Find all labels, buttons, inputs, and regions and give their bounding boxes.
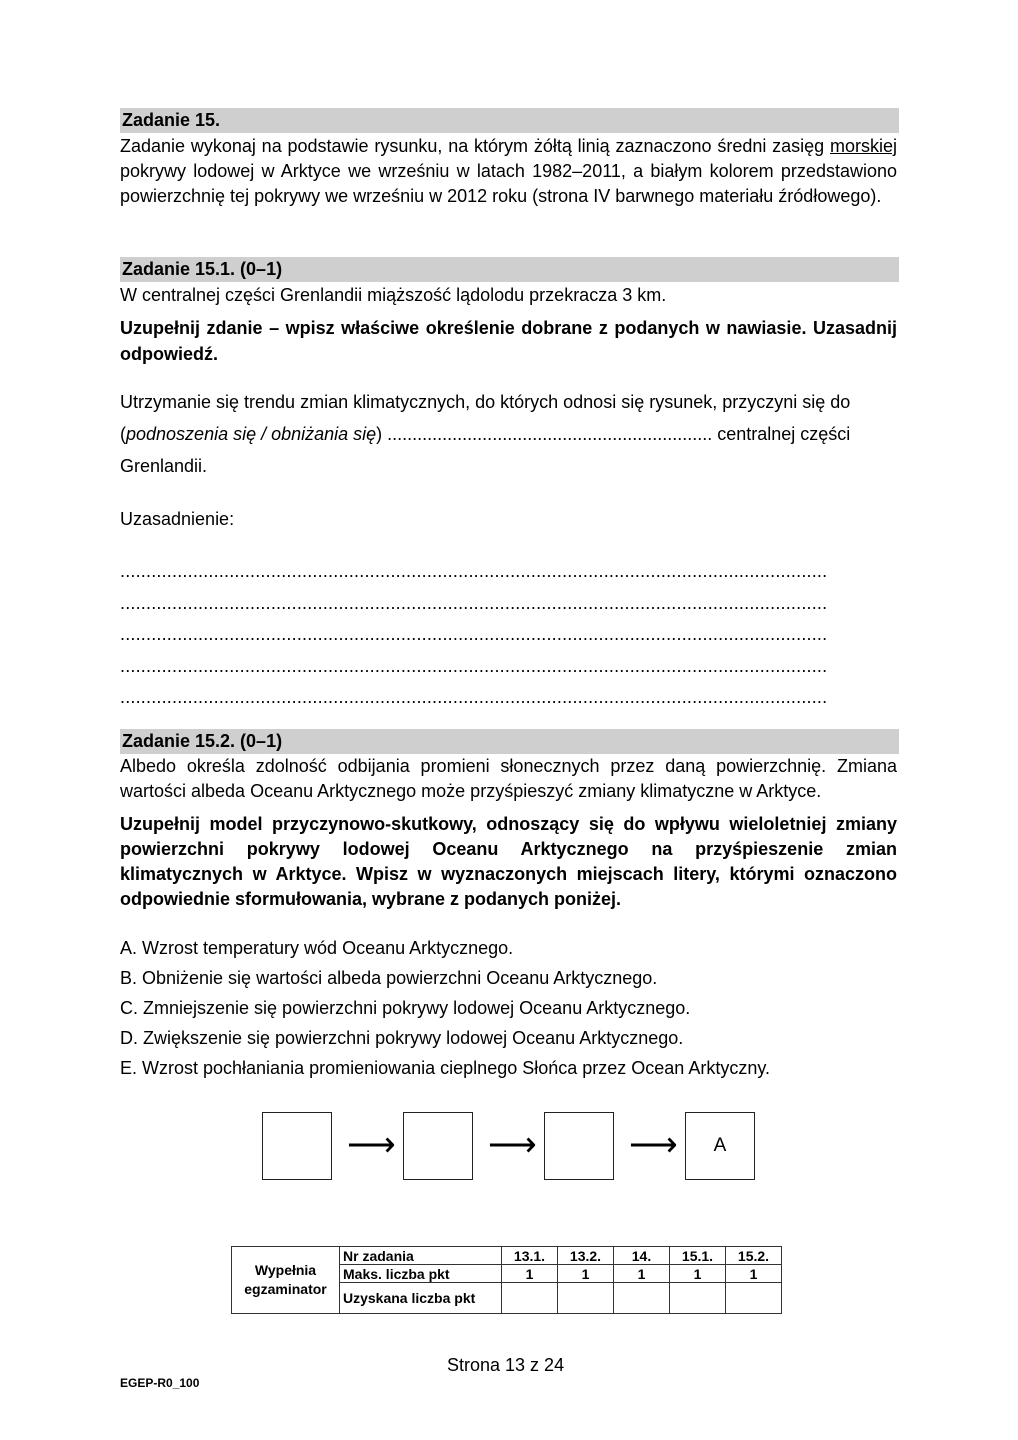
answer-box-given: A xyxy=(685,1112,755,1180)
examiner-label: Wypełnia egzaminator xyxy=(232,1247,340,1314)
justification-label: Uzasadnienie: xyxy=(120,509,235,529)
row-label-max-points: Maks. liczba pkt xyxy=(340,1265,502,1283)
task-15-2-fact: Albedo określa zdolność odbijania promieni słonecznych przez daną powierzchnię. Zmiana wartości albeda Oceanu Arktycznego może przyśpieszyć zmiany klimatyczne w Arktyce. xyxy=(120,756,897,801)
obtained-points-cell[interactable] xyxy=(670,1283,726,1314)
intro-text-2: pokrywy lodowej w Arktyce we wrześniu w latach 1982–2011, a białym kolorem przedstawiono powierzchnię tej pokrywy we wrześniu w 2012 roku (strona IV barwnego materiału źródłowego). xyxy=(120,161,897,206)
sentence-options: podnoszenia się / obniżania się xyxy=(126,424,377,444)
option-a: A. Wzrost temperatury wód Oceanu Arktycznego. xyxy=(120,938,514,958)
answer-box-1[interactable] xyxy=(262,1112,332,1180)
obtained-points-cell[interactable] xyxy=(558,1283,614,1314)
sentence-line-3: Grenlandii. xyxy=(120,456,208,476)
intro-text-1: Zadanie wykonaj na podstawie rysunku, na którym żółtą linią zaznaczono średni zasięg xyxy=(120,136,830,156)
task-15-intro xyxy=(120,134,897,209)
task-15-1-header: Zadanie 15.1. (0–1) xyxy=(120,257,899,282)
open-paren: ( xyxy=(120,424,126,444)
sentence-line-2 xyxy=(120,422,897,447)
answer-line[interactable]: ........................................................................................................................................ xyxy=(120,593,828,613)
task-15-2-instruction: Uzupełnij model przyczynowo-skutkowy, odnoszący się do wpływu wieloletniej zmiany powierzchni pokrywy lodowej Oceanu Arktycznego na przyśpieszenie zmian klimatycznych w Arktyce. Wpisz w wyznaczonych miejscach litery, którymi oznaczono odpowiednie sformułowania, wybrane z podanych poniżej. xyxy=(120,814,897,909)
score-table xyxy=(231,1246,782,1314)
task-15-header: Zadanie 15. xyxy=(120,108,899,133)
option-c: C. Zmniejszenie się powierzchni pokrywy lodowej Oceanu Arktycznego. xyxy=(120,998,691,1018)
answer-line[interactable]: ........................................................................................................................................ xyxy=(120,624,828,644)
max-points-cell: 1 xyxy=(670,1265,726,1283)
option-b: B. Obniżenie się wartości albeda powierzchni Oceanu Arktycznego. xyxy=(120,968,658,988)
task-number-cell: 15.2. xyxy=(726,1247,782,1265)
row-label-obtained-points: Uzyskana liczba pkt xyxy=(340,1283,502,1314)
task-number-cell: 13.2. xyxy=(558,1247,614,1265)
answer-box-2[interactable] xyxy=(403,1112,473,1180)
option-d: D. Zwiększenie się powierzchni pokrywy lodowej Oceanu Arktycznego. xyxy=(120,1028,684,1048)
sentence-line-1: Utrzymanie się trendu zmian klimatycznych, do których odnosi się rysunek, przyczyni się do xyxy=(120,392,851,412)
arrow-right-icon: ⟶ xyxy=(629,1126,678,1164)
option-e: E. Wzrost pochłaniania promieniowania cieplnego Słońca przez Ocean Arktyczny. xyxy=(120,1058,770,1078)
max-points-cell: 1 xyxy=(502,1265,558,1283)
obtained-points-cell[interactable] xyxy=(726,1283,782,1314)
answer-box-3[interactable] xyxy=(544,1112,614,1180)
answer-line[interactable]: ........................................................................................................................................ xyxy=(120,561,828,581)
max-points-cell: 1 xyxy=(726,1265,782,1283)
arrow-right-icon: ⟶ xyxy=(347,1126,396,1164)
max-points-cell: 1 xyxy=(614,1265,670,1283)
max-points-cell: 1 xyxy=(558,1265,614,1283)
answer-line[interactable]: ........................................................................................................................................ xyxy=(120,687,828,707)
row-label-task-number: Nr zadania xyxy=(340,1247,502,1265)
task-15-2-header: Zadanie 15.2. (0–1) xyxy=(120,729,899,754)
task-number-cell: 14. xyxy=(614,1247,670,1265)
obtained-points-cell[interactable] xyxy=(614,1283,670,1314)
document-code: EGEP-R0_100 xyxy=(120,1376,200,1390)
answer-line[interactable]: ........................................................................................................................................ xyxy=(120,656,828,676)
arrow-right-icon: ⟶ xyxy=(488,1126,537,1164)
obtained-points-cell[interactable] xyxy=(502,1283,558,1314)
page-number: Strona 13 z 24 xyxy=(447,1355,565,1375)
task-15-1-instruction: Uzupełnij zdanie – wpisz właściwe określenie dobrane z podanych w nawiasie. Uzasadnij odpowiedź. xyxy=(120,318,897,364)
sentence-blank[interactable]: ) ................................................................. centralnej części xyxy=(376,424,851,444)
task-number-cell: 15.1. xyxy=(670,1247,726,1265)
intro-underlined-word: morskiej xyxy=(829,136,897,156)
task-number-cell: 13.1. xyxy=(502,1247,558,1265)
task-15-1-fact: W centralnej części Grenlandii miąższość lądolodu przekracza 3 km. xyxy=(120,285,667,305)
